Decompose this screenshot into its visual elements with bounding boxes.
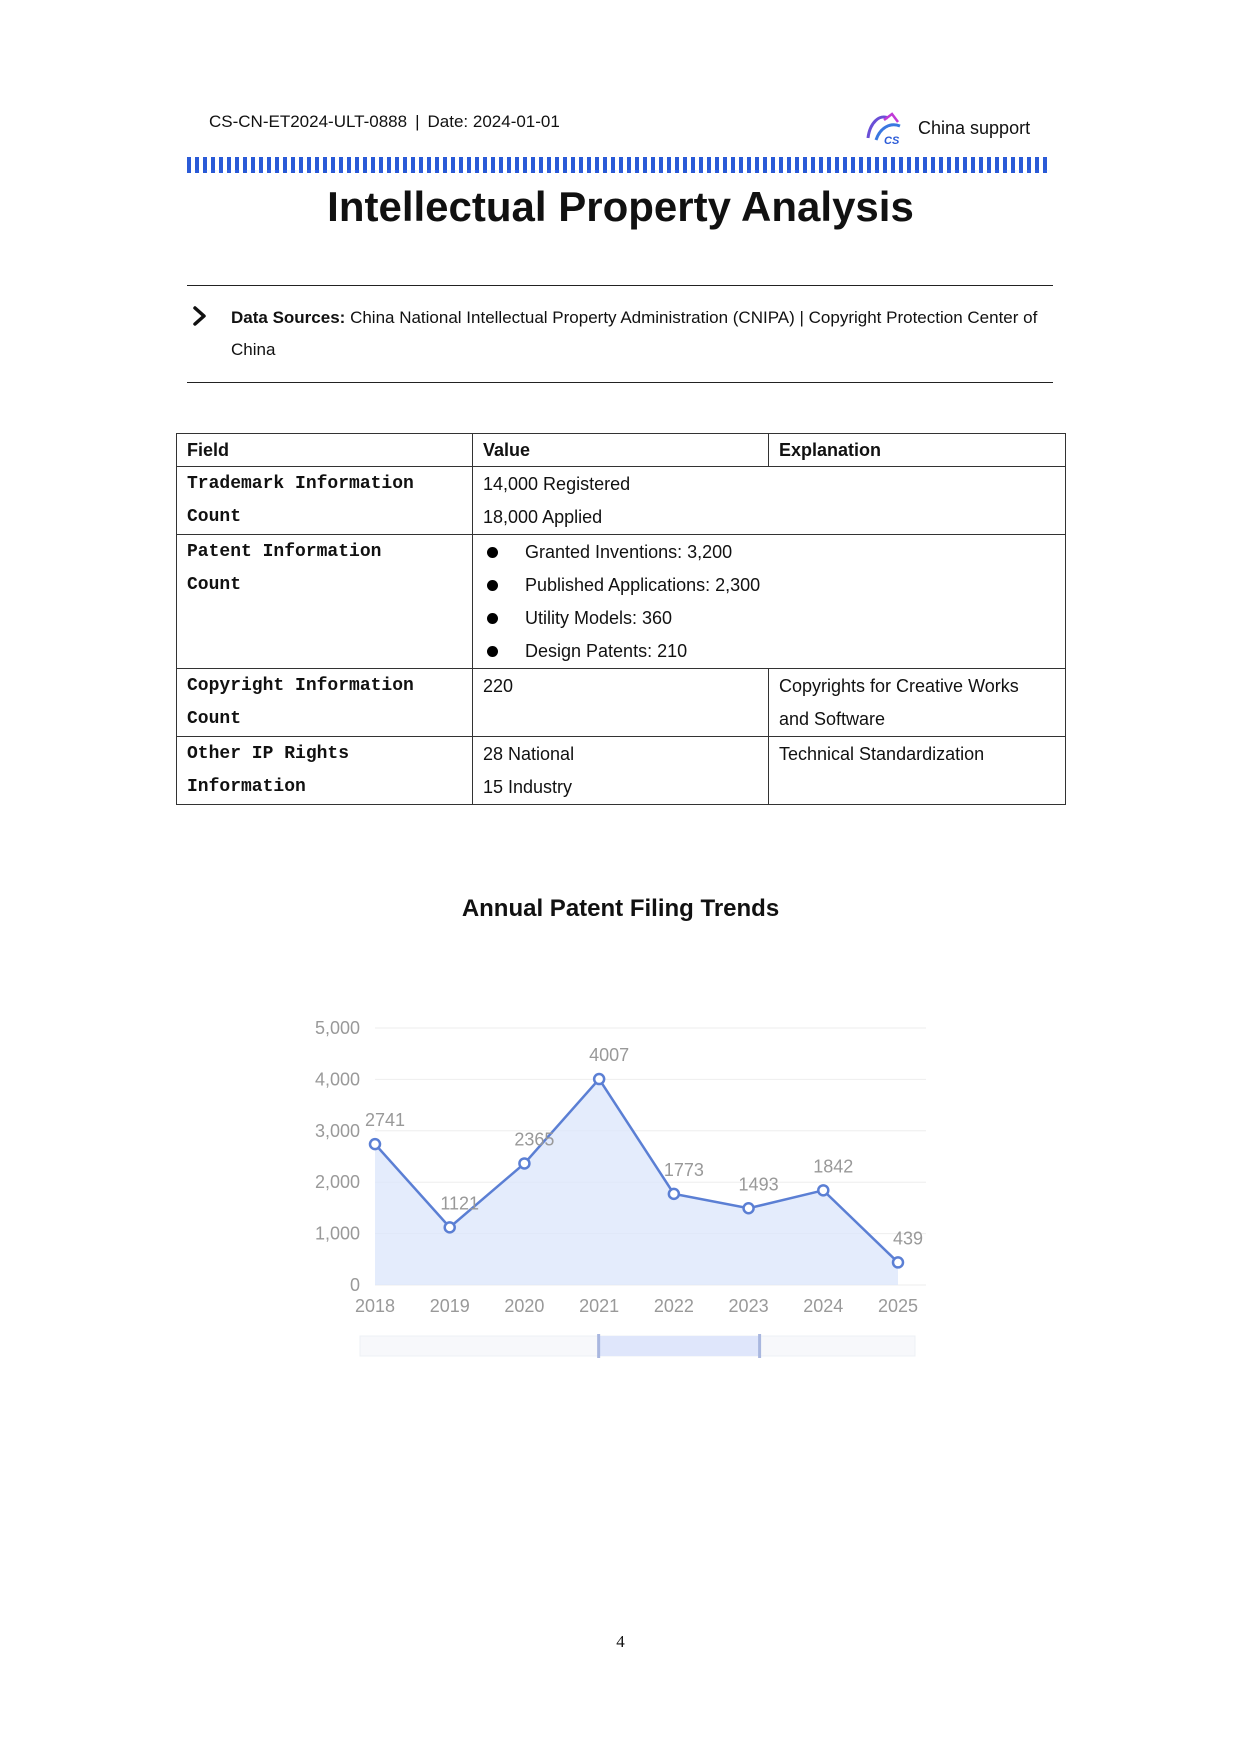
brand-name: China support <box>918 117 1031 138</box>
data-point <box>744 1203 754 1213</box>
page-title: Intellectual Property Analysis <box>327 183 914 230</box>
data-label: 439 <box>892 1228 924 1249</box>
data-label: 1121 <box>440 1193 480 1214</box>
y-tick-label: 2,000 <box>314 1172 360 1193</box>
field-cell: Copyright Information Count <box>177 669 473 737</box>
field-cell: Trademark Information Count <box>177 467 473 535</box>
header-separator: | <box>415 112 420 131</box>
y-tick-label: 5,000 <box>314 1018 360 1038</box>
column-header: Value <box>473 434 769 467</box>
y-tick-label: 4,000 <box>314 1069 360 1090</box>
x-tick-label: 2024 <box>803 1296 844 1316</box>
x-tick-label: 2023 <box>728 1296 769 1316</box>
x-tick-label: 2018 <box>354 1296 396 1316</box>
page-number: 4 <box>616 1632 625 1651</box>
x-tick-label: 2020 <box>504 1296 545 1316</box>
value-cell: 220 <box>473 669 769 737</box>
data-point <box>445 1222 455 1232</box>
zoom-slider-selection <box>599 1336 760 1356</box>
document-id: CS-CN-ET2024-ULT-0888 <box>209 112 408 131</box>
data-point <box>519 1158 529 1168</box>
data-point <box>818 1185 828 1195</box>
value-cell: 28 National 15 Industry <box>473 737 769 805</box>
data-sources-label: Data Sources: <box>231 308 346 327</box>
list-item: Design Patents: 210 <box>483 635 1055 668</box>
data-point <box>669 1189 679 1199</box>
field-cell: Other IP Rights Information <box>177 737 473 805</box>
x-tick-label: 2019 <box>429 1296 470 1316</box>
data-point <box>594 1074 604 1084</box>
data-point <box>370 1139 380 1149</box>
explanation-cell: Technical Standardization <box>769 737 1066 805</box>
data-label: 2365 <box>514 1129 555 1150</box>
column-header: Field <box>177 434 473 467</box>
y-tick-label: 0 <box>349 1275 360 1295</box>
data-point <box>893 1257 903 1267</box>
data-label: 1493 <box>738 1174 779 1195</box>
x-tick-label: 2025 <box>877 1296 919 1316</box>
value-cell: 14,000 Registered 18,000 Applied <box>473 467 1066 535</box>
y-tick-label: 1,000 <box>314 1223 360 1244</box>
data-label: 1842 <box>813 1156 854 1177</box>
list-item: Utility Models: 360 <box>483 602 1055 635</box>
data-label: 1773 <box>663 1159 704 1180</box>
data-label: 4007 <box>589 1045 630 1066</box>
column-header: Explanation <box>769 434 1066 467</box>
y-tick-label: 3,000 <box>314 1120 360 1141</box>
explanation-cell: Copyrights for Creative Works and Software <box>769 669 1066 737</box>
list-item: Published Applications: 2,300 <box>483 569 1055 602</box>
brand-logo-text: CS <box>884 135 900 146</box>
data-label: 2741 <box>364 1110 406 1131</box>
list-item: Granted Inventions: 3,200 <box>483 536 1055 569</box>
document-date: Date: 2024-01-01 <box>427 112 560 131</box>
field-cell: Patent Information Count <box>177 535 473 669</box>
chart-title: Annual Patent Filing Trends <box>461 895 780 922</box>
data-sources-text: China National Intellectual Property Administration (CNIPA) | Copyright Protection Center of China <box>231 308 1038 359</box>
x-tick-label: 2022 <box>653 1296 694 1316</box>
x-tick-label: 2021 <box>579 1296 620 1316</box>
